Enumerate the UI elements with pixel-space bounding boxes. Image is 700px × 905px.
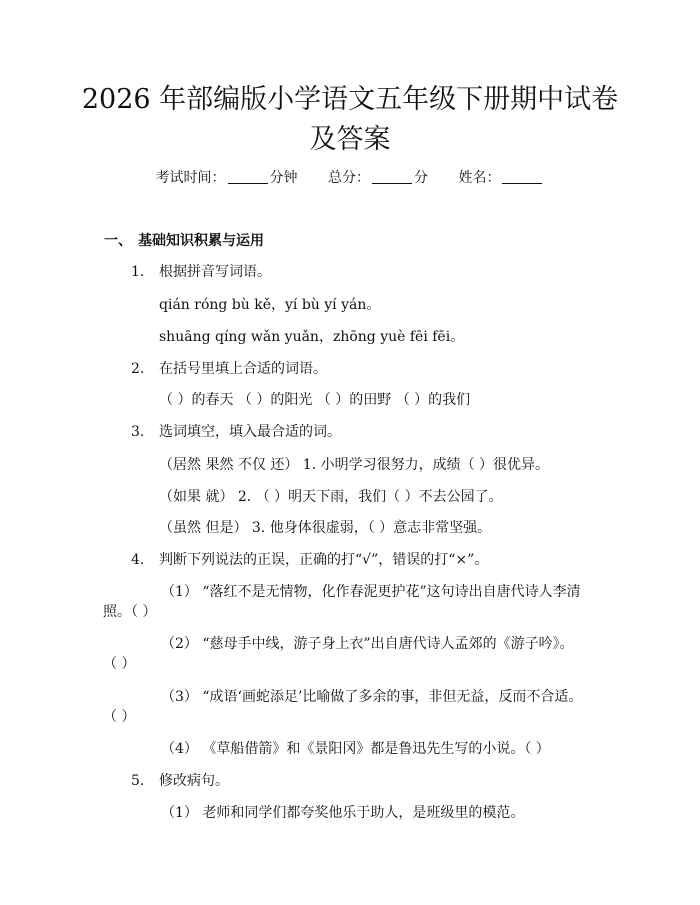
exam-time-unit: 分钟 [269,170,298,186]
question-3-item-2: （如果 就） 2. （ ）明天下雨，我们（ ）不去公园了。 [159,489,503,505]
total-score [328,170,428,186]
section-1-title: 基础知识积累与运用 [138,233,264,249]
section-1-heading [104,230,264,250]
question-1-pinyin-2: shuāng qíng wǎn yuǎn，zhōng yuè fēi fēi。 [159,329,465,345]
student-name-label: 姓名： [458,170,501,186]
question-3-number: 3. [131,424,145,440]
question-3 [131,421,341,441]
question-2-number: 2. [131,361,145,377]
question-2 [131,358,327,378]
question-4-item-2-cont: （ ） [103,656,136,672]
question-5-number: 5. [131,773,145,789]
question-5 [131,770,229,790]
question-2-blanks: （ ）的春天 （ ）的阳光 （ ）的田野 （ ）的我们 [159,392,471,408]
question-4-number: 4. [131,552,145,568]
question-4-item-3: （3） “成语‘画蛇添足’比喻做了多余的事，非但无益，反而不合适。 [161,689,583,705]
question-1-text: 根据拼音写词语。 [159,264,271,280]
question-4-text: 判断下列说法的正误，正确的打“√”，错误的打“×”。 [159,552,489,568]
question-1 [131,261,271,281]
student-name-blank [502,183,542,184]
total-score-label: 总分： [328,170,370,186]
student-name [458,170,544,186]
total-score-blank [372,183,412,184]
exam-time [156,170,298,186]
question-5-text: 修改病句。 [159,773,229,789]
question-4-item-3-cont: （ ） [103,709,136,725]
question-3-item-1: （居然 果然 不仅 还） 1. 小明学习很努力，成绩（ ）很优异。 [159,457,550,473]
exam-meta [0,167,700,187]
total-score-unit: 分 [414,170,428,186]
exam-title [60,80,640,160]
question-5-item-1: （1） 老师和同学们都夸奖他乐于助人，是班级里的模范。 [161,805,525,821]
exam-title-line2: 及答案 [309,124,391,155]
question-3-item-3: （虽然 但是） 3. 他身体很虚弱，（ ）意志非常坚强。 [159,520,492,536]
question-4-item-1: （1） “落红不是无情物，化作春泥更护花”这句诗出自唐代诗人李清 [161,584,581,600]
section-1-number: 一、 [104,233,132,249]
question-1-pinyin-1: qián róng bù kě，yí bù yí yán。 [159,297,381,313]
question-4 [131,549,488,569]
question-4-item-4: （4） 《草船借箭》和《景阳冈》都是鲁迅先生写的小说。（ ） [161,741,550,757]
question-2-text: 在括号里填上合适的词语。 [159,361,327,377]
question-3-text: 选词填空，填入最合适的词。 [159,424,341,440]
question-4-item-2: （2） “慈母手中线，游子身上衣”出自唐代诗人孟郊的《游子吟》。 [161,636,574,652]
exam-title-line1: 2026 年部编版小学语文五年级下册期中试卷 [81,84,619,115]
question-4-item-1-cont: 照。（ ） [103,604,157,620]
question-1-number: 1. [131,264,145,280]
exam-time-blank [228,183,268,184]
exam-time-label: 考试时间： [155,170,226,186]
